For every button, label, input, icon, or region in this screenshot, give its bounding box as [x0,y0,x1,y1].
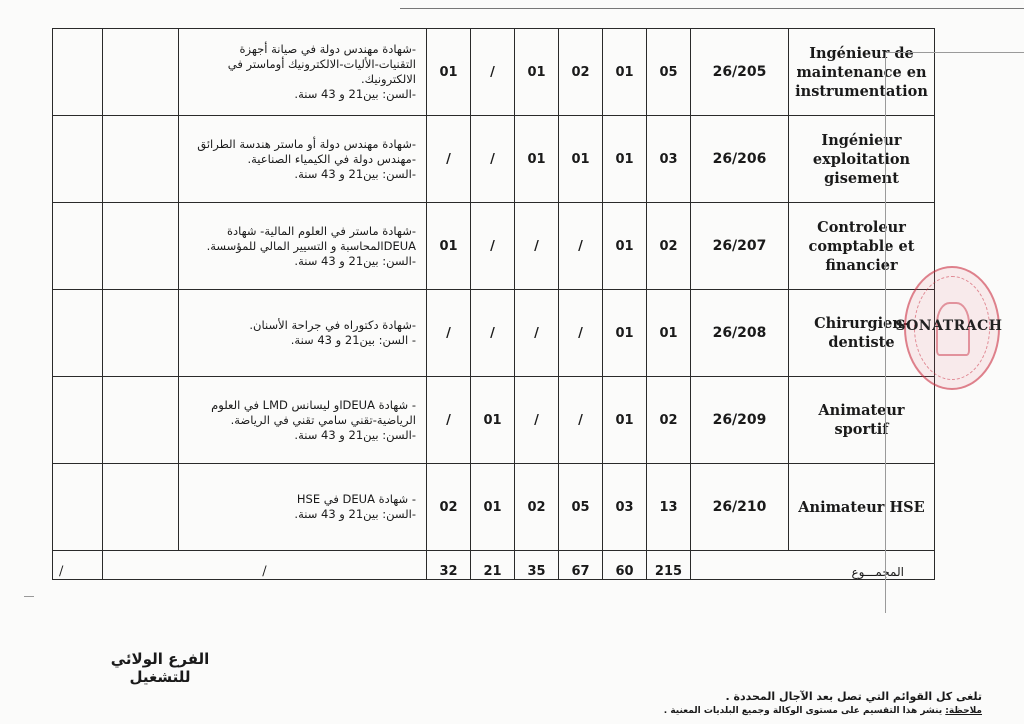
blank-cell-a [53,116,103,203]
count-v3: 01 [559,116,603,203]
note-label: ملاحظة: [945,706,982,716]
totals-row [53,551,935,580]
condition-line: الرياضية-تقني سامي تقني في الرياضة. [230,412,416,427]
conditions-cell [179,29,427,116]
blank-cell-b [103,29,179,116]
condition-line: -السن: بين21 و 43 سنة. [294,253,416,268]
count-v4: 01 [515,116,559,203]
condition-line: -السن: بين21 و 43 سنة. [294,166,416,181]
post-code: 26/207 [691,203,789,290]
condition-line: -السن: بين21 و 43 سنة. [294,87,416,101]
conditions-cell [179,464,427,551]
post-code: 26/208 [691,290,789,377]
condition-line: -شهادة ماستر في العلوم المالية- شهادة [226,223,416,238]
table-row [53,464,935,551]
conditions-cell [179,290,427,377]
count-v3: 02 [559,29,603,116]
count-v4: / [515,203,559,290]
publication-note [664,706,982,716]
blank-cell-b [103,377,179,464]
post-title: Ingénieur exploitation gisement [789,116,935,203]
count-v6: 01 [427,29,471,116]
count-v1: 03 [647,116,691,203]
positions-table [52,28,935,580]
count-v4: 02 [515,464,559,551]
count-v1: 02 [647,377,691,464]
count-v4: 01 [515,29,559,116]
count-v5: / [471,116,515,203]
count-v1: 01 [647,290,691,377]
margin-mark [24,596,34,597]
conditions-cell [179,377,427,464]
total-v3: 67 [559,551,603,580]
note-text: ينشر هذا التقسيم على مستوى الوكالة وجميع البلديات المعنية . [663,706,943,716]
condition-line: -شهادة دكتوراه في جراحة الأسنان. [249,318,416,332]
count-v6: / [427,290,471,377]
blank-cell-a [53,464,103,551]
count-v4: / [515,290,559,377]
office-name: الفرع الولائي للتشغيل [110,650,210,686]
count-v5: / [471,290,515,377]
count-v6: / [427,377,471,464]
count-v2: 01 [603,290,647,377]
condition-line: -السن: بين21 و 43 سنة. [294,507,416,521]
conditions-cell [179,203,427,290]
post-code: 26/206 [691,116,789,203]
condition-line: - شهادة DEUA في HSE [296,492,416,506]
blank-cell-a [53,203,103,290]
count-v2: 01 [603,116,647,203]
blank-cell-b [103,290,179,377]
stamp-label: SONATRACH [895,318,1003,334]
count-v5: 01 [471,377,515,464]
count-v1: 05 [647,29,691,116]
table-row [53,290,935,377]
condition-line: -مهندس دولة في الكيمياء الصناعية. [247,151,416,166]
blank-cell-b [103,203,179,290]
total-v5: 21 [471,551,515,580]
blank-cell-b [103,116,179,203]
total-v2: 60 [603,551,647,580]
count-v3: / [559,203,603,290]
count-v2: 01 [603,29,647,116]
blank-cell-a [53,377,103,464]
total-v1: 215 [647,551,691,580]
post-title: Controleur comptable et financier [789,203,935,290]
count-v4: / [515,377,559,464]
count-v2: 03 [603,464,647,551]
blank-cell-b [103,464,179,551]
condition-line: التقنيات-الأليات-الالكترونيك أوماستر في [227,57,416,71]
post-code: 26/210 [691,464,789,551]
count-v1: 13 [647,464,691,551]
top-rule [400,8,1024,9]
table-row [53,116,935,203]
total-label: المجمـــوع [691,551,935,580]
count-v1: 02 [647,203,691,290]
condition-line: DEUAالمحاسبة و التسيير المالي للمؤسسة. [206,238,416,253]
count-v2: 01 [603,377,647,464]
condition-line: -شهادة مهندس دولة في صيانة أجهزة [239,42,416,56]
count-v5: / [471,29,515,116]
condition-line: - شهادة DEUAاو ليسانس LMD في العلوم [211,397,416,412]
blank-cell-a [53,290,103,377]
condition-line: -السن: بين21 و 43 سنة. [294,427,416,442]
count-v6: / [427,116,471,203]
count-v3: / [559,290,603,377]
post-title: Animateur sportif [789,377,935,464]
total-v6: 32 [427,551,471,580]
post-code: 26/209 [691,377,789,464]
total-slash-a: / [53,551,103,580]
post-title: Chirurgien-dentiste [789,290,935,377]
count-v2: 01 [603,203,647,290]
total-slash-b: / [103,551,427,580]
count-v3: / [559,377,603,464]
post-title: Ingénieur de maintenance en instrumentation [789,29,935,116]
table-row [53,377,935,464]
post-title: Animateur HSE [789,464,935,551]
count-v5: / [471,203,515,290]
condition-line: - السن: بين21 و 43 سنة. [290,333,416,347]
blank-cell-a [53,29,103,116]
table-row [53,29,935,116]
condition-line: -شهادة مهندس دولة أو ماستر هندسة الطرائق [197,136,416,151]
conditions-cell [179,116,427,203]
post-code: 26/205 [691,29,789,116]
count-v6: 01 [427,203,471,290]
total-v4: 35 [515,551,559,580]
deadline-note: تلغى كل القوائم التي تصل بعد الآجال المحددة . [725,690,982,703]
count-v3: 05 [559,464,603,551]
condition-line: الالكترونيك. [361,72,416,86]
count-v5: 01 [471,464,515,551]
table-row [53,203,935,290]
count-v6: 02 [427,464,471,551]
